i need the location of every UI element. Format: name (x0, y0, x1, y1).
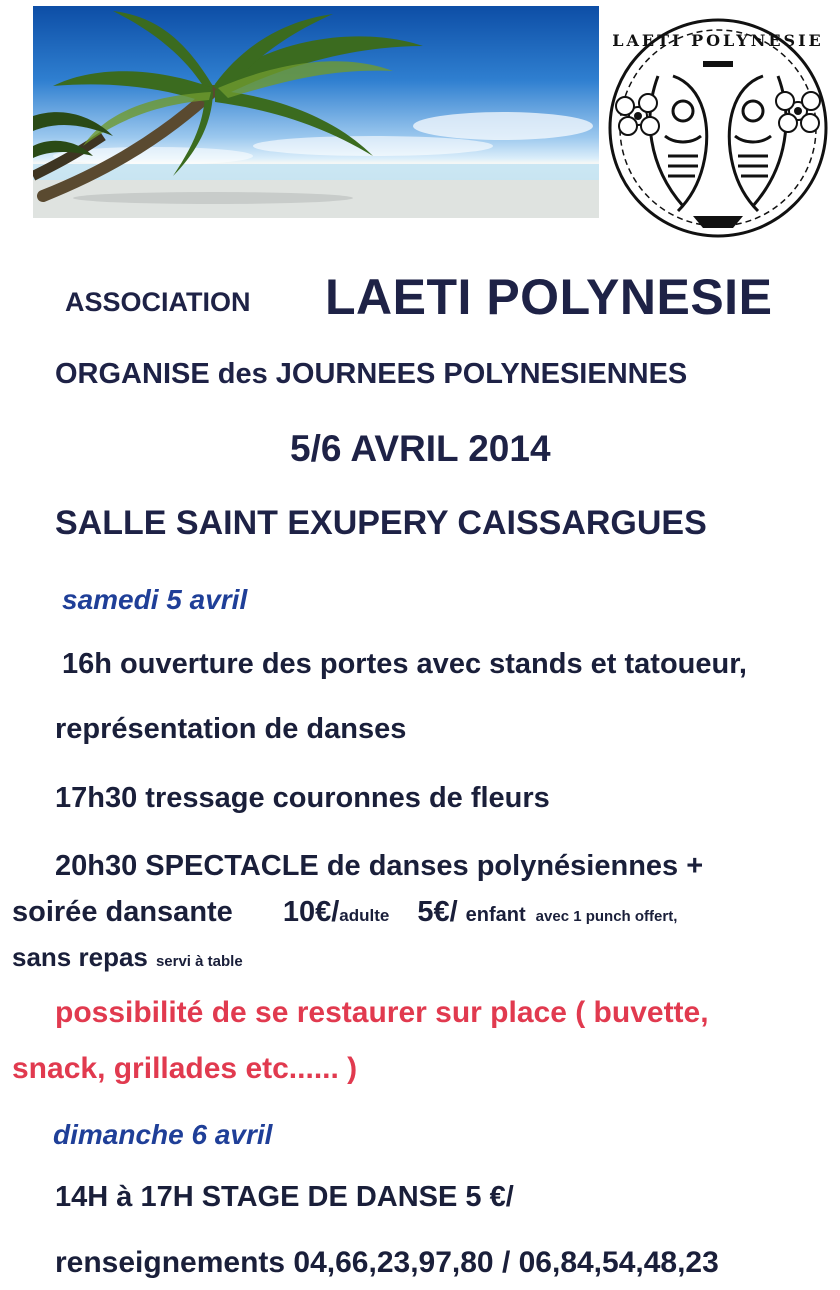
logo-lettering: LAETI POLYNESIE (612, 31, 824, 50)
association-name: LAETI POLYNESIE (325, 269, 773, 325)
food-line-1: possibilité de se restaurer sur place ( buvette, (55, 996, 709, 1029)
saturday-meal (12, 941, 243, 974)
event-organise: ORGANISE des JOURNEES POLYNESIENNES (55, 358, 688, 390)
saturday-line-3: 17h30 tressage couronnes de fleurs (55, 782, 550, 814)
saturday-line-1: 16h ouverture des portes avec stands et tatoueur, (62, 648, 747, 680)
child-label: enfant (465, 904, 526, 926)
food-line-2: snack, grillades etc...... ) (12, 1052, 358, 1085)
event-dates: 5/6 AVRIL 2014 (290, 428, 551, 469)
price-child: 5€/ (417, 896, 458, 928)
beach-photo (33, 6, 599, 218)
event-venue: SALLE SAINT EXUPERY CAISSARGUES (55, 504, 707, 542)
servi-table: servi à table (155, 953, 243, 970)
price-adult: 10€/ (282, 896, 340, 928)
contact-line: renseignements 04,66,23,97,80 / 06,84,54,48,23 (55, 1246, 719, 1279)
saturday-pricing (12, 896, 677, 929)
tribal-logo-icon (603, 6, 833, 242)
saturday-title: samedi 5 avril (62, 584, 248, 615)
saturday-line-4: 20h30 SPECTACLE de danses polynésiennes + (55, 850, 704, 882)
soiree-label: soirée dansante (12, 896, 233, 928)
adult-label: adulte (339, 906, 390, 925)
saturday-line-2: représentation de danses (55, 713, 407, 745)
sunday-title: dimanche 6 avril (53, 1119, 273, 1150)
sans-repas: sans repas (12, 942, 148, 972)
association-logo (603, 6, 833, 242)
palm-tree-illustration (33, 6, 599, 218)
association-label: ASSOCIATION (65, 287, 251, 317)
punch-note: avec 1 punch offert, (535, 908, 678, 925)
sunday-line-1: 14H à 17H STAGE DE DANSE 5 €/ (55, 1181, 514, 1213)
